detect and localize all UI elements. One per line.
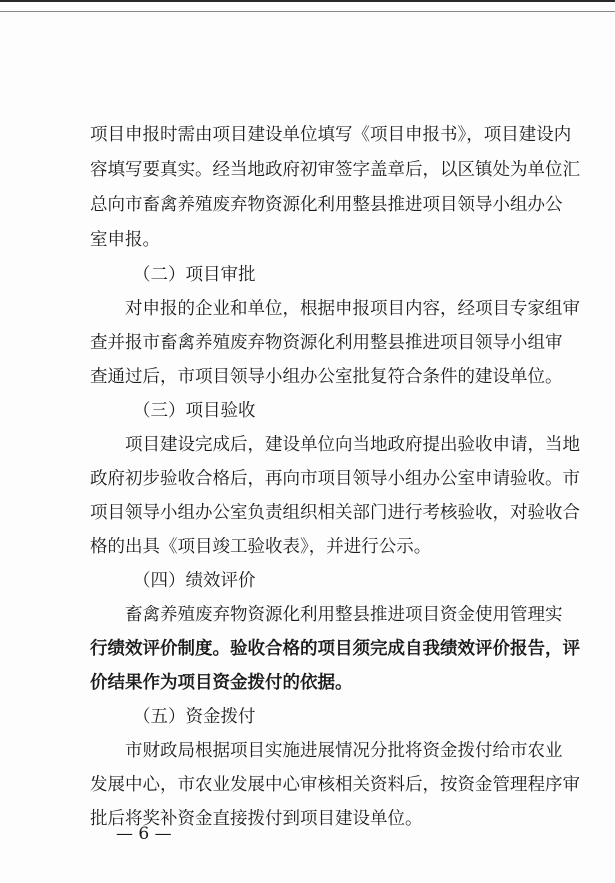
section-4-line-2: 行绩效评价制度。验收合格的项目须完成自我绩效评价报告，评 bbox=[90, 639, 580, 659]
section-3-line-3: 项目领导小组办公室负责组织相关部门进行考核验收，对验收合 bbox=[90, 503, 580, 523]
section-5-line-1: 市财政局根据项目实施进展情况分批将资金拨付给市农业 bbox=[125, 741, 563, 761]
section-2-line-2: 查并报市畜禽养殖废弃物资源化利用整县推进项目领导小组审 bbox=[90, 333, 563, 353]
paragraph-1-line-1: 项目申报时需由项目建设单位填写《项目申报书》，项目建设内 bbox=[90, 125, 572, 145]
section-3-line-1: 项目建设完成后，建设单位向当地政府提出验收申请，当地 bbox=[125, 435, 580, 455]
section-5-line-2: 发展中心，市农业发展中心审核相关资料后，按资金管理程序审 bbox=[90, 775, 580, 795]
section-2-heading: （二）项目审批 bbox=[133, 265, 256, 285]
section-3-line-4: 格的出具《项目竣工验收表》，并进行公示。 bbox=[90, 537, 432, 557]
scan-edge-line bbox=[0, 11, 615, 12]
page-number: — 6 — bbox=[116, 824, 172, 844]
section-3-line-2: 政府初步验收合格后，再向市项目领导小组办公室申请验收。市 bbox=[90, 469, 580, 489]
paragraph-1-line-2: 容填写要真实。经当地政府初审签字盖章后，以区镇处为单位汇 bbox=[90, 160, 580, 180]
section-2-line-1: 对申报的企业和单位，根据申报项目内容，经项目专家组审 bbox=[125, 299, 580, 319]
section-5-line-3: 批后将奖补资金直接拨付到项目建设单位。 bbox=[90, 809, 423, 829]
section-3-heading: （三）项目验收 bbox=[133, 401, 256, 421]
section-2-line-3: 查通过后，市项目领导小组办公室批复符合条件的建设单位。 bbox=[90, 367, 563, 387]
paragraph-1-line-3: 总向市畜禽养殖废弃物资源化利用整县推进项目领导小组办公 bbox=[90, 195, 563, 215]
paragraph-1-line-4: 室申报。 bbox=[90, 230, 160, 250]
section-5-heading: （五）资金拨付 bbox=[133, 707, 256, 727]
section-4-heading: （四）绩效评价 bbox=[133, 571, 256, 591]
section-4-line-3: 价结果作为项目资金拨付的依据。 bbox=[90, 673, 353, 693]
section-4-line-1: 畜禽养殖废弃物资源化利用整县推进项目资金使用管理实 bbox=[125, 605, 563, 625]
